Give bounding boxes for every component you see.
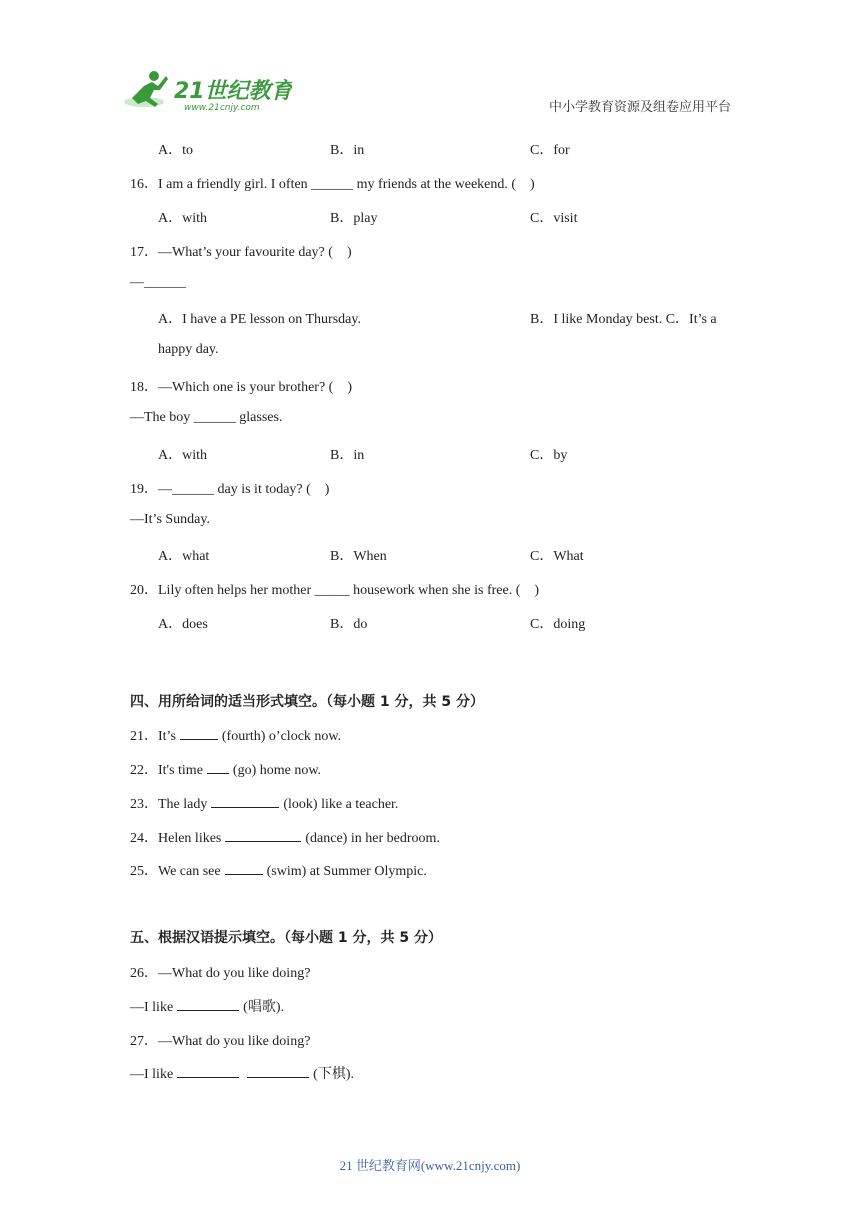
blank-24 (225, 829, 301, 842)
section-4-title: 四、用所给词的适当形式填空。（每小题 1 分，共 5 分） (130, 694, 484, 710)
blank-22 (207, 761, 229, 774)
question-16: 16．I am a friendly girl. I often ______ my friends at the weekend. ( ) (130, 177, 535, 192)
blank-21 (180, 727, 218, 740)
logo-url: www.21cnjy.com (184, 103, 260, 113)
blank-27b (247, 1065, 309, 1078)
q20-option-c: C．doing (530, 617, 586, 632)
site-logo (122, 68, 292, 118)
page-footer: 21 世纪教育网(www.21cnjy.com) (339, 1158, 521, 1173)
q19-answer-line: —It’s Sunday. (130, 512, 210, 527)
q16-option-c: C．visit (530, 211, 578, 226)
q19-option-c: C．What (530, 549, 584, 564)
q18-option-c: C．by (530, 448, 568, 463)
question-26: 26．—What do you like doing? (130, 966, 311, 981)
q20-option-a: A．does (158, 617, 208, 632)
q18-answer-line: —The boy ______ glasses. (130, 410, 283, 425)
q17-answer-line: —______ (130, 275, 186, 290)
question-17: 17．—What’s your favourite day? ( ) (130, 245, 352, 260)
q19-option-a: A．what (158, 549, 210, 564)
q17-option-c-cont: happy day. (158, 342, 219, 357)
question-27: 27．—What do you like doing? (130, 1034, 311, 1049)
q17-option-bc: B．I like Monday best. C．It’s a (530, 312, 717, 327)
header-platform-text: 中小学教育资源及组卷应用平台 (549, 100, 732, 115)
q15-option-c: C．for (530, 143, 570, 158)
question-21: 21．It’s (fourth) o’clock now. (130, 729, 342, 744)
q17-option-a: A．I have a PE lesson on Thursday. (158, 312, 361, 327)
q18-option-a: A．with (158, 448, 207, 463)
question-18: 18．—Which one is your brother? ( ) (130, 380, 352, 395)
q19-option-b: B．When (330, 549, 387, 564)
blank-23 (211, 795, 279, 808)
blank-26 (177, 998, 239, 1011)
blank-27a (177, 1065, 239, 1078)
section-5-title: 五、根据汉语提示填空。（每小题 1 分，共 5 分） (130, 930, 442, 946)
question-22: 22．It's time (go) home now. (130, 763, 322, 778)
q16-option-b: B．play (330, 211, 378, 226)
q26-answer-line: —I like (唱歌). (130, 1000, 284, 1015)
question-23: 23．The lady (look) like a teacher. (130, 797, 399, 812)
question-24: 24．Helen likes (dance) in her bedroom. (130, 831, 440, 846)
q27-answer-line: —I like (下棋). (130, 1067, 354, 1082)
q18-option-b: B．in (330, 448, 365, 463)
q20-option-b: B．do (330, 617, 368, 632)
q16-option-a: A．with (158, 211, 207, 226)
question-25: 25．We can see (swim) at Summer Olympic. (130, 864, 427, 879)
question-20: 20．Lily often helps her mother _____ housework when she is free. ( ) (130, 583, 540, 598)
q15-option-a: A．to (158, 143, 193, 158)
q15-option-b: B．in (330, 143, 365, 158)
question-19: 19．—______ day is it today? ( ) (130, 482, 330, 497)
blank-25 (225, 862, 263, 875)
logo-text: 21世纪教育 (174, 79, 292, 104)
